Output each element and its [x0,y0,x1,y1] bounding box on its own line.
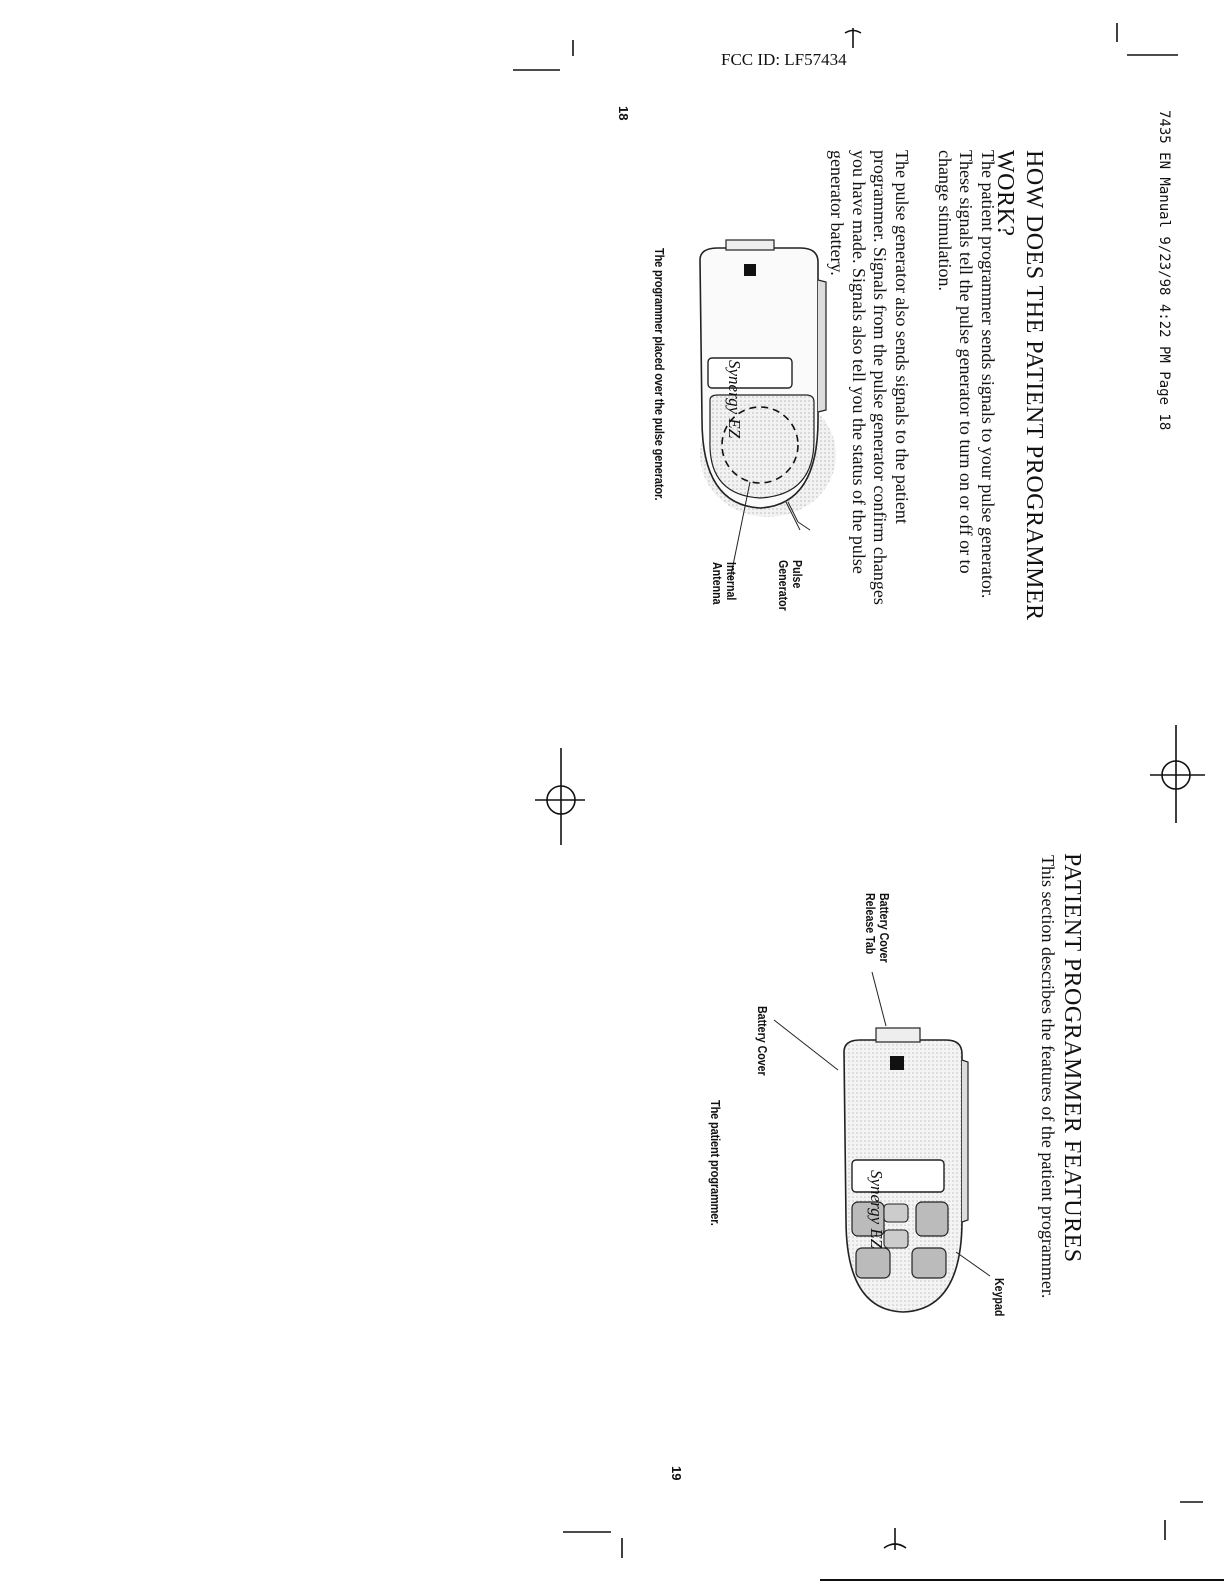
para1-line-2: These signals tell the pulse generator to turn on or off or to [956,150,977,574]
para1-line-3: change stimulation. [935,150,955,291]
label-keypad: Keypad [992,1278,1006,1317]
fcc-id: FCC ID: LF57434 [721,50,847,69]
device-brand-2: Synergy EZ [867,1170,886,1249]
features-leader-lines [760,960,1060,1280]
label-pulse-generator [776,560,804,611]
page-title-features: PATIENT PROGRAMMER FEATURES [1059,853,1085,1263]
figure-caption-19: The patient programmer. [708,1100,723,1226]
page-number-19: 19 [669,1466,684,1481]
generator-leader-lines [720,470,820,630]
device-brand-1: Synergy EZ [725,360,744,439]
page-title-how-does [990,150,1048,621]
label-antenna: Antenna [710,562,724,605]
para1-line-1: The patient programmer sends signals to your pulse generator. [978,150,998,599]
paragraph-1 [934,150,999,598]
page-number-18: 18 [616,106,631,121]
para2-line-2: programmer. Signals from the pulse generator confirm changes [870,150,891,605]
label-battery-cover-release-tab [863,893,891,963]
para2-line-1: The pulse generator also sends signals to the patient [892,150,912,524]
file-info: 7435 EN Manual 9/23/98 4:22 PM Page 18 [1156,110,1172,431]
para2-line-4: generator battery. [827,150,848,276]
figure-caption-18: The programmer placed over the pulse generator. [652,248,667,501]
label-internal: Internal [724,562,738,601]
label-battery-cover: Battery Cover [755,1006,769,1076]
label-internal-antenna [710,562,738,605]
label-generator: Generator [776,560,790,611]
label-battery-cover-line: Battery Cover [877,893,891,963]
intro-paragraph: This section describes the features of the patient programmer. [1038,855,1058,1299]
heading-line-1: HOW DOES THE PATIENT PROGRAMMER [1021,150,1047,621]
heading-line-2: WORK? [992,150,1018,237]
label-pulse: Pulse [790,560,804,589]
para2-line-3: you have made. Signals also tell you the status of the pulse [849,150,869,574]
label-release-tab-line: Release Tab [863,893,877,955]
